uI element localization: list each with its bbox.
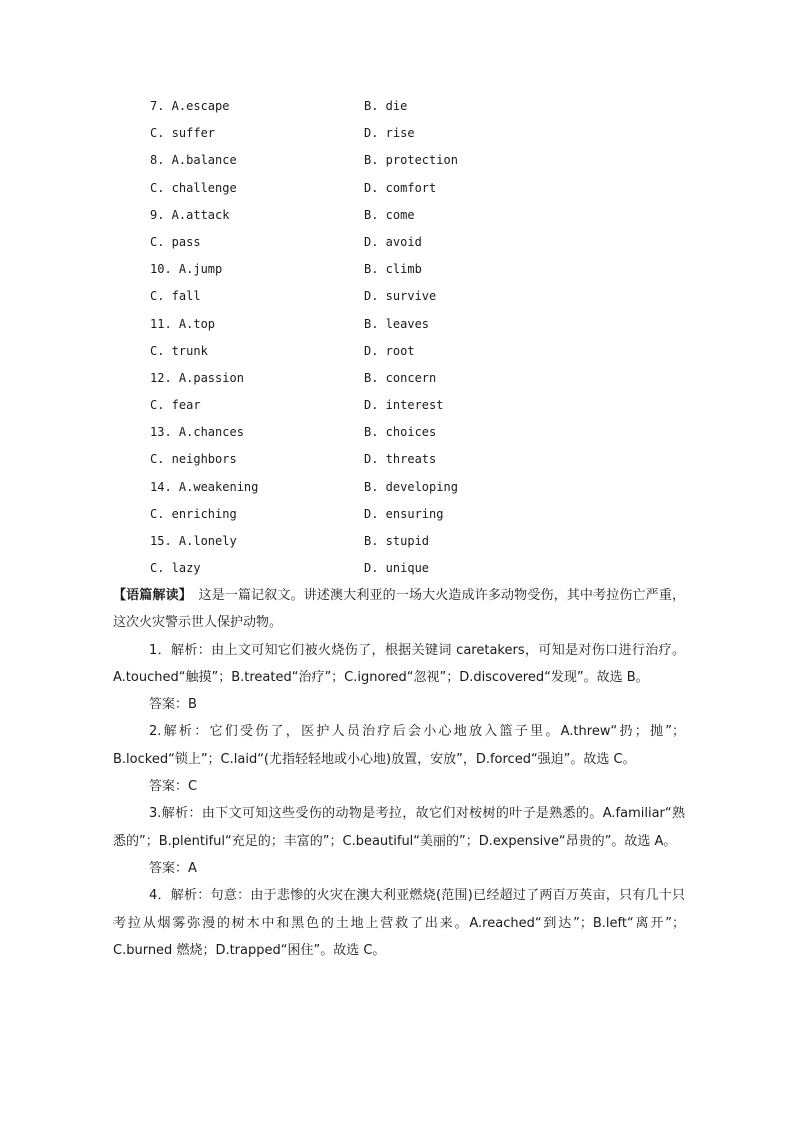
option-right: B. stupid [364, 534, 430, 548]
option-left: 11. A.top [150, 316, 216, 331]
option-right: D. threats [364, 452, 437, 467]
explanation-paragraph: 2.解析：它们受伤了，医护人员治疗后会小心地放入篮子里。A.threw“扔；抛”；B.locked“锁上”；C.laid“(尤指轻轻地或小心地)放置，安放”，D.forced“强迫”。故选 C。 [113, 724, 685, 767]
option-left: C. fall [150, 289, 201, 304]
option-row [150, 528, 710, 555]
options-list [150, 93, 710, 582]
option-row [150, 501, 710, 528]
option-right: D. unique [364, 561, 430, 576]
reading-interpretation [113, 582, 685, 637]
option-row [150, 365, 710, 392]
option-right: B. climb [364, 262, 422, 277]
answer-line: 答案：A [149, 860, 197, 876]
option-row [150, 474, 710, 501]
option-right: B. come [364, 207, 415, 222]
option-left: C. lazy [150, 561, 201, 576]
option-left: C. trunk [150, 343, 208, 358]
option-right: D. survive [364, 289, 437, 304]
option-left: 9. A.attack [150, 207, 230, 222]
option-left: 12. A.passion [150, 370, 244, 385]
option-row [150, 175, 710, 202]
answer-line: 答案：C [149, 779, 198, 795]
explanation-paragraph: 1．解析：由上文可知它们被火烧伤了，根据关键词 caretakers，可知是对伤口进行治疗。A.touched“触摸”；B.treated“治疗”；C.ignored“忽视”；D.discovered“发现”。故选 B。 [113, 642, 685, 685]
option-left: 15. A.lonely [150, 534, 237, 548]
option-right: D. interest [364, 398, 444, 413]
answer-line: 答案：B [149, 697, 197, 713]
option-row [150, 555, 710, 582]
option-row [150, 93, 710, 120]
option-left: C. neighbors [150, 452, 237, 467]
option-left: 14. A.weakening [150, 479, 259, 494]
explanation-paragraph: 3.解析：由下文可知这些受伤的动物是考拉，故它们对桉树的叶子是熟悉的。A.familiar“熟悉的”；B.plentiful“充足的；丰富的”；C.beautiful“美丽的”；D.expensive“昂贵的”。故选 A。 [113, 806, 685, 849]
option-right: B. protection [364, 153, 458, 168]
option-left: C. fear [150, 398, 201, 413]
option-right: B. concern [364, 370, 437, 385]
option-row [150, 419, 710, 446]
option-right: D. avoid [364, 234, 422, 249]
option-right: B. leaves [364, 316, 430, 331]
explanations-list [113, 637, 685, 965]
option-row [150, 256, 710, 283]
option-row [150, 120, 710, 147]
option-right: D. root [364, 343, 415, 358]
option-right: D. ensuring [364, 506, 444, 521]
option-row [150, 283, 710, 310]
option-right: B. die [364, 99, 408, 113]
option-left: 8. A.balance [150, 153, 237, 168]
reading-tag: 【语篇解读】 [113, 588, 186, 603]
option-left: C. enriching [150, 506, 237, 521]
reading-text: 这是一篇记叙文。讲述澳大利亚的一场大火造成许多动物受伤，其中考拉伤亡严重，这次火灾警示世人保护动物。 [113, 588, 685, 631]
option-right: D. comfort [364, 180, 437, 195]
option-left: C. suffer [150, 126, 216, 141]
option-right: B. developing [364, 479, 458, 494]
option-row [150, 338, 710, 365]
option-left: 10. A.jump [150, 262, 223, 277]
option-left: C. pass [150, 234, 201, 249]
option-row [150, 446, 710, 473]
article-section [113, 582, 685, 964]
option-right: D. rise [364, 126, 415, 141]
option-row [150, 311, 710, 338]
option-row [150, 147, 710, 174]
option-left: 13. A.chances [150, 425, 244, 440]
option-right: B. choices [364, 425, 437, 440]
option-left: 7. A.escape [150, 99, 230, 113]
explanation-paragraph: 4．解析：句意：由于悲惨的火灾在澳大利亚燃烧(范围)已经超过了两百万英亩，只有几十只考拉从烟雾弥漫的树木中和黑色的土地上营救了出来。A.reached“到达”；B.left“离开”；C.burned 燃烧；D.trapped“困住”。故选 C。 [113, 888, 685, 958]
option-row [150, 229, 710, 256]
option-row [150, 392, 710, 419]
option-left: C. challenge [150, 180, 237, 195]
option-row [150, 202, 710, 229]
